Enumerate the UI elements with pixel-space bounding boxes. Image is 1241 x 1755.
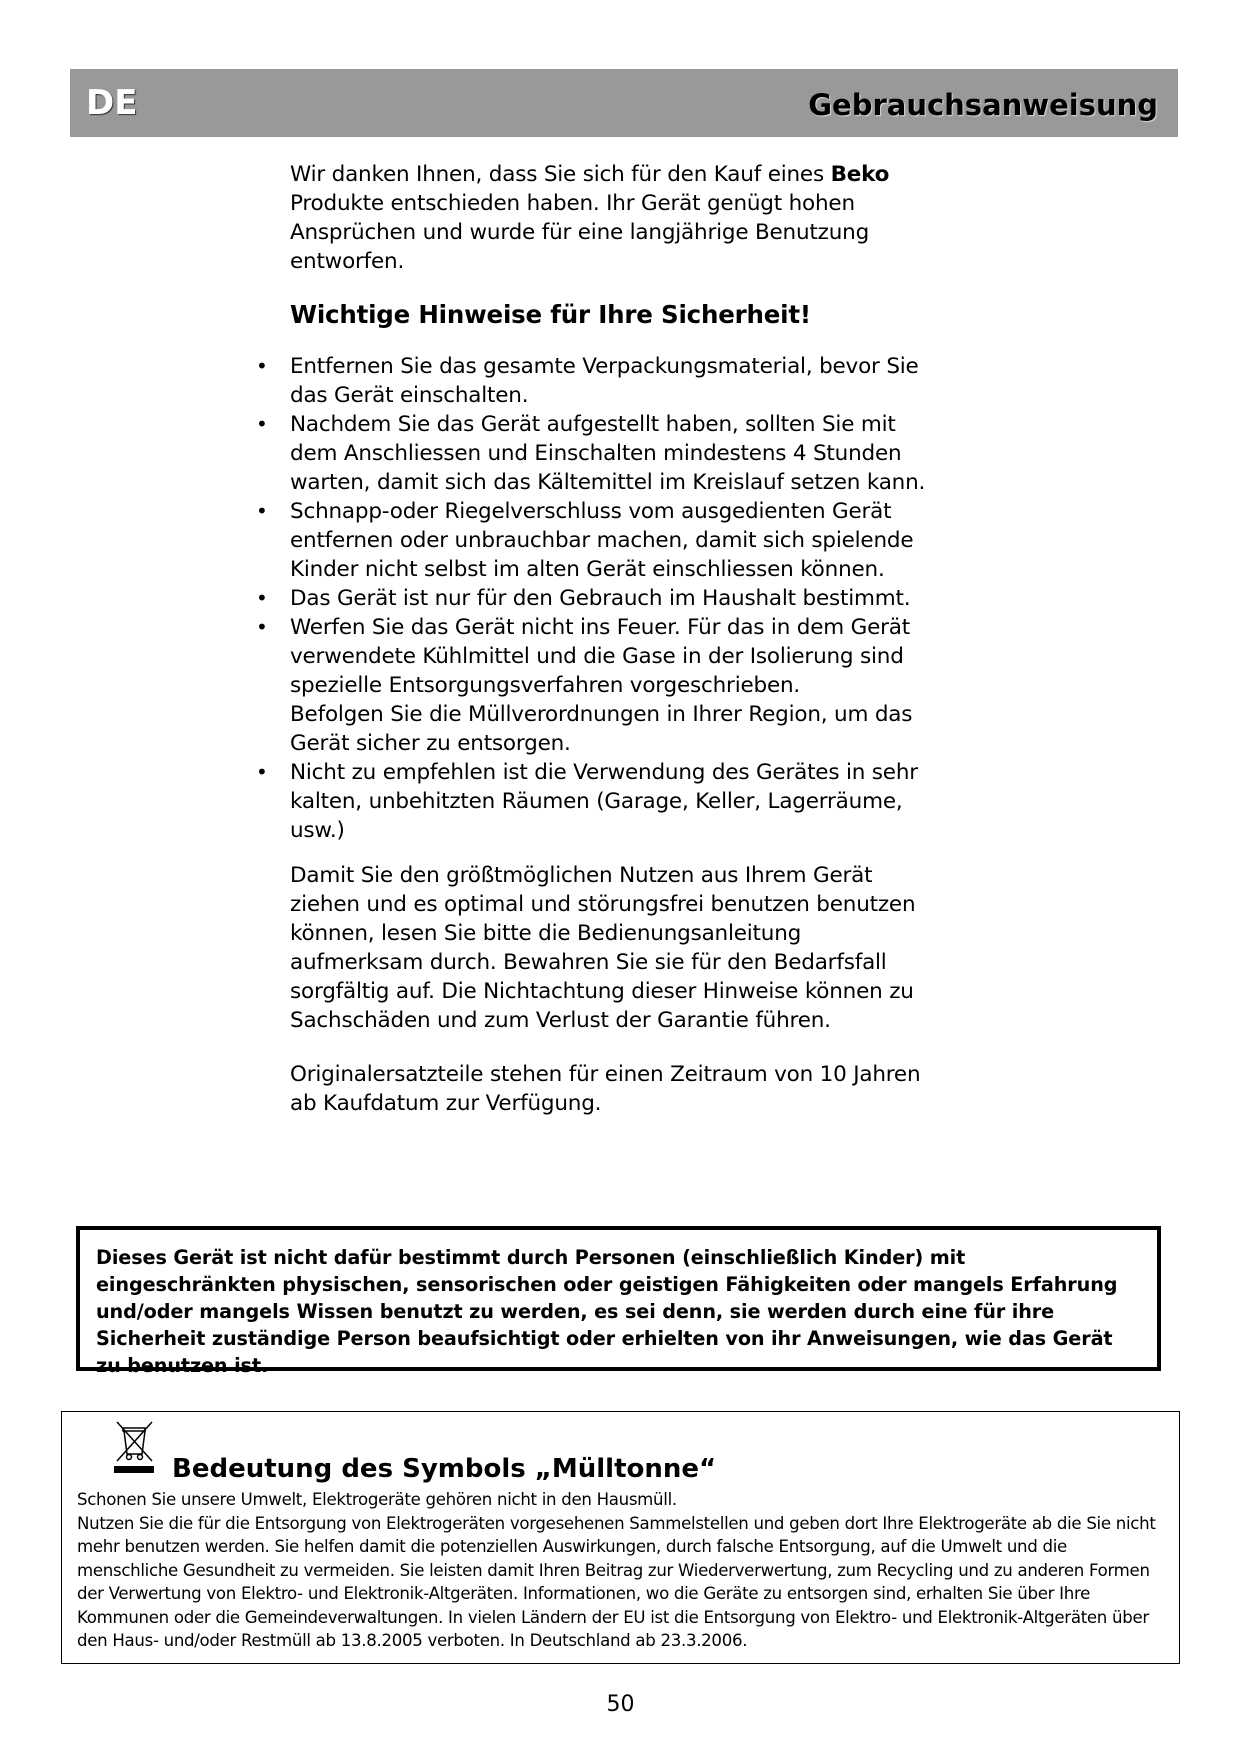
language-code: DE [86, 83, 138, 123]
symbol-title: Bedeutung des Symbols „Mülltonne“ [172, 1454, 717, 1484]
warning-box [76, 1226, 1161, 1377]
bullet-icon: • [256, 615, 268, 639]
list-item: • Entfernen Sie das gesamte Verpackungsmaterial, bevor Sie das Gerät einschalten. [256, 354, 919, 408]
safety-list [256, 352, 930, 845]
bullet-icon: • [256, 499, 268, 523]
disposal-symbol-box [61, 1411, 1180, 1664]
brand-name: Beko [830, 162, 890, 187]
symbol-text [77, 1488, 1172, 1653]
crossed-out-wheelie-bin-icon [112, 1418, 160, 1474]
symbol-body: Nutzen Sie die für die Entsorgung von Elektrogeräten vorgesehenen Sammelstellen und geben dort Ihre Elektrogeräte ab die Sie nicht mehr benutzen werden. Sie helfen damit die potenziellen Auswirkungen, durch falsche Entsorgung, auf die Umwelt und die menschliche Gesundheit zu vermeiden. Sie leisten damit Ihren Beitrag zur Wiederverwertung, zum Recycling und zu anderen Formen der Verwertung von Elektro- und Elektronik-Altgeräten. Informationen, wo die Geräte zu entsorgen sind, erhalten Sie über Ihre Kommunen oder die Gemeindeverwaltungen. In vielen Ländern der EU ist die Entsorgung von Elektro- und Elektronik-Altgeräten über den Haus- und/oder Restmüll ab 13.8.2005 verboten. In Deutschland ab 23.3.2006. [77, 1513, 1156, 1650]
list-item: • Nachdem Sie das Gerät aufgestellt haben, sollten Sie mit dem Anschliessen und Einschalten mindestens 4 Stunden warten, damit sich das Kältemittel im Kreislauf setzen kann. [256, 412, 926, 495]
intro-paragraph: Wir danken Ihnen, dass Sie sich für den Kauf eines Beko Produkte entschieden haben. Ihr Gerät genügt hohen Ansprüchen und wurde für eine langjährige Benutzung entworfen. [290, 162, 890, 274]
document-title: Gebrauchsanweisung [808, 88, 1158, 122]
page-number: 50 [606, 1692, 635, 1717]
spare-parts-paragraph: Originalersatzteile stehen für einen Zeitraum von 10 Jahren ab Kaufdatum zur Verfügung. [290, 1062, 921, 1116]
warning-text: Dieses Gerät ist nicht dafür bestimmt durch Personen (einschließlich Kinder) mit eingeschränkten physischen, sensorischen oder geistigen Fähigkeiten oder mangels Erfahrung und/oder mangels Wissen benutzt zu werden, es sei denn, sie werden durch eine für ihre Sicherheit zuständige Person beaufsichtigt oder erhielten von ihr Anweisungen, wie das Gerät zu benutzen ist. [96, 1246, 1118, 1377]
list-item: • Das Gerät ist nur für den Gebrauch im Haushalt bestimmt. [256, 586, 911, 611]
list-item: • Werfen Sie das Gerät nicht ins Feuer. Für das in dem Gerät verwendete Kühlmittel und die Gase in der Isolierung sind spezielle Entsorgungsverfahren vorgeschrieben. Befolgen Sie die Müllverordnungen in Ihrer Region, um das Gerät sicher zu entsorgen. [256, 615, 913, 756]
bullet-icon: • [256, 412, 268, 436]
main-content [256, 160, 930, 1143]
bullet-icon: • [256, 354, 268, 378]
page-header [70, 69, 1178, 137]
safety-heading: Wichtige Hinweise für Ihre Sicherheit! [290, 300, 811, 329]
usage-paragraph: Damit Sie den größtmöglichen Nutzen aus Ihrem Gerät ziehen und es optimal und störungsfrei benutzen benutzen können, lesen Sie bitte die Bedienungsanleitung aufmerksam durch. Bewahren Sie sie für den Bedarfsfall sorgfältig auf. Die Nichtachtung dieser Hinweise können zu Sachschäden und zum Verlust der Garantie führen. [290, 863, 916, 1033]
list-item: • Schnapp-oder Riegelverschluss vom ausgedienten Gerät entfernen oder unbrauchbar machen, damit sich spielende Kinder nicht selbst im alten Gerät einschliessen können. [256, 499, 914, 582]
list-item: • Nicht zu empfehlen ist die Verwendung des Gerätes in sehr kalten, unbehitzten Räumen (Garage, Keller, Lagerräume, usw.) [256, 760, 918, 843]
bullet-icon: • [256, 586, 268, 610]
symbol-line1: Schonen Sie unsere Umwelt, Elektrogeräte gehören nicht in den Hausmüll. [77, 1490, 677, 1509]
bullet-icon: • [256, 760, 268, 784]
